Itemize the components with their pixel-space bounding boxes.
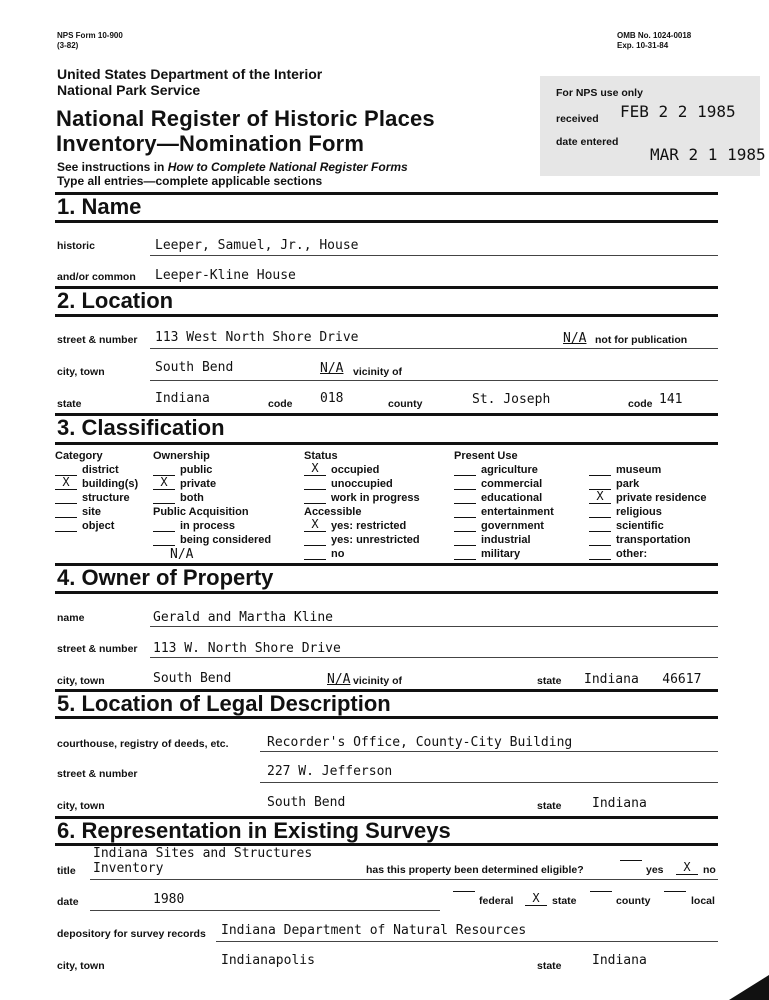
present-use-checkbox[interactable] (589, 519, 611, 532)
page-corner (729, 975, 769, 1000)
code2-label: code (628, 398, 653, 410)
present-use-option-label: military (481, 548, 521, 560)
instructions-title: How to Complete National Register Forms (167, 160, 408, 174)
instructions-2: Type all entries—complete applicable sections (57, 174, 323, 188)
state-check-label: state (552, 895, 577, 907)
eligible-yes-check[interactable] (620, 860, 642, 861)
section-5-title: 5. Location of Legal Description (57, 691, 391, 716)
category-option-label: site (82, 506, 101, 518)
eligible-yes-label: yes (646, 864, 664, 876)
underline (90, 879, 718, 880)
date-entered-label: date entered (556, 136, 619, 148)
category-header: Category (55, 450, 103, 462)
local-label: local (691, 895, 715, 907)
nfp-value: N/A (563, 331, 587, 346)
historic-name: Leeper, Samuel, Jr., House (155, 238, 359, 253)
code-value: 018 (320, 391, 344, 406)
acquisition-checkbox[interactable] (153, 533, 175, 546)
owner-vicinity-label: vicinity of (353, 675, 403, 687)
underline (150, 657, 718, 658)
present-use-checkbox[interactable] (454, 463, 476, 476)
underline (90, 910, 440, 911)
depository-label: depository for survey records (57, 928, 206, 940)
entered-stamp: MAR 2 1 1985 (650, 145, 766, 164)
nps-use-label: For NPS use only (556, 87, 643, 99)
present-use-option-label: educational (481, 492, 543, 504)
instructions-text: See instructions in (57, 160, 168, 174)
section-6-title: 6. Representation in Existing Surveys (57, 818, 451, 843)
owner-city-label: city, town (57, 675, 105, 687)
legal-state: Indiana (592, 796, 647, 811)
present-use-option-label: other: (616, 548, 648, 560)
present-use-checkbox[interactable]: X (589, 491, 611, 504)
service: National Park Service (57, 82, 201, 98)
code2-value: 141 (659, 392, 683, 407)
courthouse-label: courthouse, registry of deeds, etc. (57, 738, 229, 750)
state-check[interactable]: X (525, 891, 547, 906)
present-use-checkbox[interactable] (589, 505, 611, 518)
expiration: Exp. 10-31-84 (617, 41, 669, 50)
present-use-header: Present Use (454, 450, 518, 462)
accessible-checkbox[interactable]: X (304, 519, 326, 532)
accessible-option-label: no (331, 548, 345, 560)
acquisition-note: N/A (170, 547, 194, 562)
owner-vicinity-value: N/A (327, 672, 351, 687)
code-label: code (268, 398, 293, 410)
form-number: NPS Form 10-900 (57, 31, 123, 40)
received-stamp: FEB 2 2 1985 (620, 102, 736, 121)
accessible-option-label: yes: unrestricted (331, 534, 420, 546)
survey-state: Indiana (592, 953, 647, 968)
omb-number: OMB No. 1024-0018 (617, 31, 692, 40)
status-header: Status (304, 450, 338, 462)
city-label: city, town (57, 366, 105, 378)
section-3-title: 3. Classification (57, 415, 225, 440)
owner-state-label: state (537, 675, 562, 687)
survey-state-label: state (537, 960, 562, 972)
rule (55, 591, 718, 594)
county-check[interactable] (590, 891, 612, 892)
acquisition-header: Public Acquisition (153, 506, 249, 518)
present-use-checkbox[interactable] (454, 547, 476, 560)
present-use-checkbox[interactable] (454, 491, 476, 504)
ownership-option-label: both (180, 492, 204, 504)
owner-city: South Bend (153, 671, 232, 686)
survey-date-label: date (57, 896, 79, 908)
street-label: street & number (57, 334, 138, 346)
owner-name-label: name (57, 612, 85, 624)
present-use-checkbox[interactable] (454, 505, 476, 518)
survey-title-1: Indiana Sites and Structures (93, 846, 313, 861)
owner-street-label: street & number (57, 643, 138, 655)
eligible-no-label: no (703, 864, 716, 876)
ownership-checkbox[interactable] (153, 491, 175, 504)
county-value: St. Joseph (472, 392, 551, 407)
courthouse-value: Recorder's Office, County-City Building (267, 735, 573, 750)
present-use-option-label: religious (616, 506, 662, 518)
eligible-no-check[interactable]: X (676, 860, 698, 875)
state-value: Indiana (155, 391, 210, 406)
present-use-option-label: industrial (481, 534, 531, 546)
status-option-label: unoccupied (331, 478, 393, 490)
ownership-header: Ownership (153, 450, 210, 462)
category-checkbox[interactable] (55, 491, 77, 504)
present-use-checkbox[interactable] (454, 533, 476, 546)
present-use-checkbox[interactable] (454, 477, 476, 490)
legal-city: South Bend (267, 795, 346, 810)
vicinity-value: N/A (320, 361, 344, 376)
received-label: received (556, 113, 599, 125)
section-4-title: 4. Owner of Property (57, 565, 274, 590)
survey-title-2: Inventory (93, 861, 164, 876)
category-checkbox[interactable] (55, 505, 77, 518)
present-use-checkbox[interactable] (454, 519, 476, 532)
form-title-1: National Register of Historic Places (56, 106, 435, 131)
city-value: South Bend (155, 360, 234, 375)
legal-street-label: street & number (57, 768, 138, 780)
present-use-option-label: agriculture (481, 464, 538, 476)
present-use-option-label: entertainment (481, 506, 554, 518)
present-use-checkbox[interactable] (589, 533, 611, 546)
survey-city-label: city, town (57, 960, 105, 972)
present-use-option-label: private residence (616, 492, 707, 504)
category-option-label: district (82, 464, 119, 476)
common-name: Leeper-Kline House (155, 268, 296, 283)
category-checkbox[interactable]: X (55, 477, 77, 490)
accessible-checkbox[interactable] (304, 533, 326, 546)
owner-street: 113 W. North Shore Drive (153, 641, 341, 656)
owner-name: Gerald and Martha Kline (153, 610, 334, 625)
category-checkbox[interactable] (55, 519, 77, 532)
eligible-question: has this property been determined eligible? (366, 864, 584, 876)
accessible-option-label: yes: restricted (331, 520, 407, 532)
nfp-label: not for publication (595, 334, 688, 346)
present-use-option-label: scientific (616, 520, 664, 532)
legal-street: 227 W. Jefferson (267, 764, 393, 779)
present-use-checkbox[interactable] (589, 463, 611, 476)
survey-city: Indianapolis (221, 953, 315, 968)
owner-state: Indiana 46617 (584, 672, 702, 687)
category-option-label: structure (82, 492, 130, 504)
present-use-option-label: government (481, 520, 544, 532)
underline (260, 782, 718, 783)
status-option-label: work in progress (331, 492, 420, 504)
acquisition-option-label: in process (180, 520, 236, 532)
form-revision: (3-82) (57, 41, 79, 50)
present-use-checkbox[interactable] (589, 547, 611, 560)
accessible-header: Accessible (304, 506, 362, 518)
survey-date: 1980 (153, 892, 185, 907)
street-value: 113 West North Shore Drive (155, 330, 359, 345)
section-1-title: 1. Name (57, 194, 142, 219)
common-label: and/or common (57, 271, 136, 283)
historic-label: historic (57, 240, 95, 252)
status-option-label: occupied (331, 464, 380, 476)
survey-title-label: title (57, 865, 76, 877)
status-checkbox[interactable] (304, 491, 326, 504)
acquisition-checkbox[interactable] (153, 519, 175, 532)
county-label: county (388, 398, 423, 410)
vicinity-label: vicinity of (353, 366, 403, 378)
ownership-option-label: private (180, 478, 217, 490)
present-use-option-label: museum (616, 464, 662, 476)
form-title-2: Inventory—Nomination Form (56, 131, 365, 156)
status-checkbox[interactable] (304, 477, 326, 490)
county-check-label: county (616, 895, 651, 907)
state-label: state (57, 398, 82, 410)
underline (216, 941, 718, 942)
category-option-label: building(s) (82, 478, 139, 490)
department: United States Department of the Interior (57, 66, 323, 82)
underline (150, 626, 718, 627)
present-use-option-label: park (616, 478, 640, 490)
federal-label: federal (479, 895, 514, 907)
present-use-option-label: transportation (616, 534, 691, 546)
ownership-option-label: public (180, 464, 213, 476)
acquisition-option-label: being considered (180, 534, 272, 546)
underline (260, 751, 718, 752)
ownership-checkbox[interactable]: X (153, 477, 175, 490)
section-2-title: 2. Location (57, 288, 174, 313)
category-option-label: object (82, 520, 115, 532)
accessible-checkbox[interactable] (304, 547, 326, 560)
legal-city-label: city, town (57, 800, 105, 812)
federal-check[interactable] (453, 891, 475, 892)
local-check[interactable] (664, 891, 686, 892)
status-checkbox[interactable]: X (304, 463, 326, 476)
legal-state-label: state (537, 800, 562, 812)
depository-value: Indiana Department of Natural Resources (221, 923, 527, 938)
present-use-option-label: commercial (481, 478, 543, 490)
rule (55, 716, 718, 719)
